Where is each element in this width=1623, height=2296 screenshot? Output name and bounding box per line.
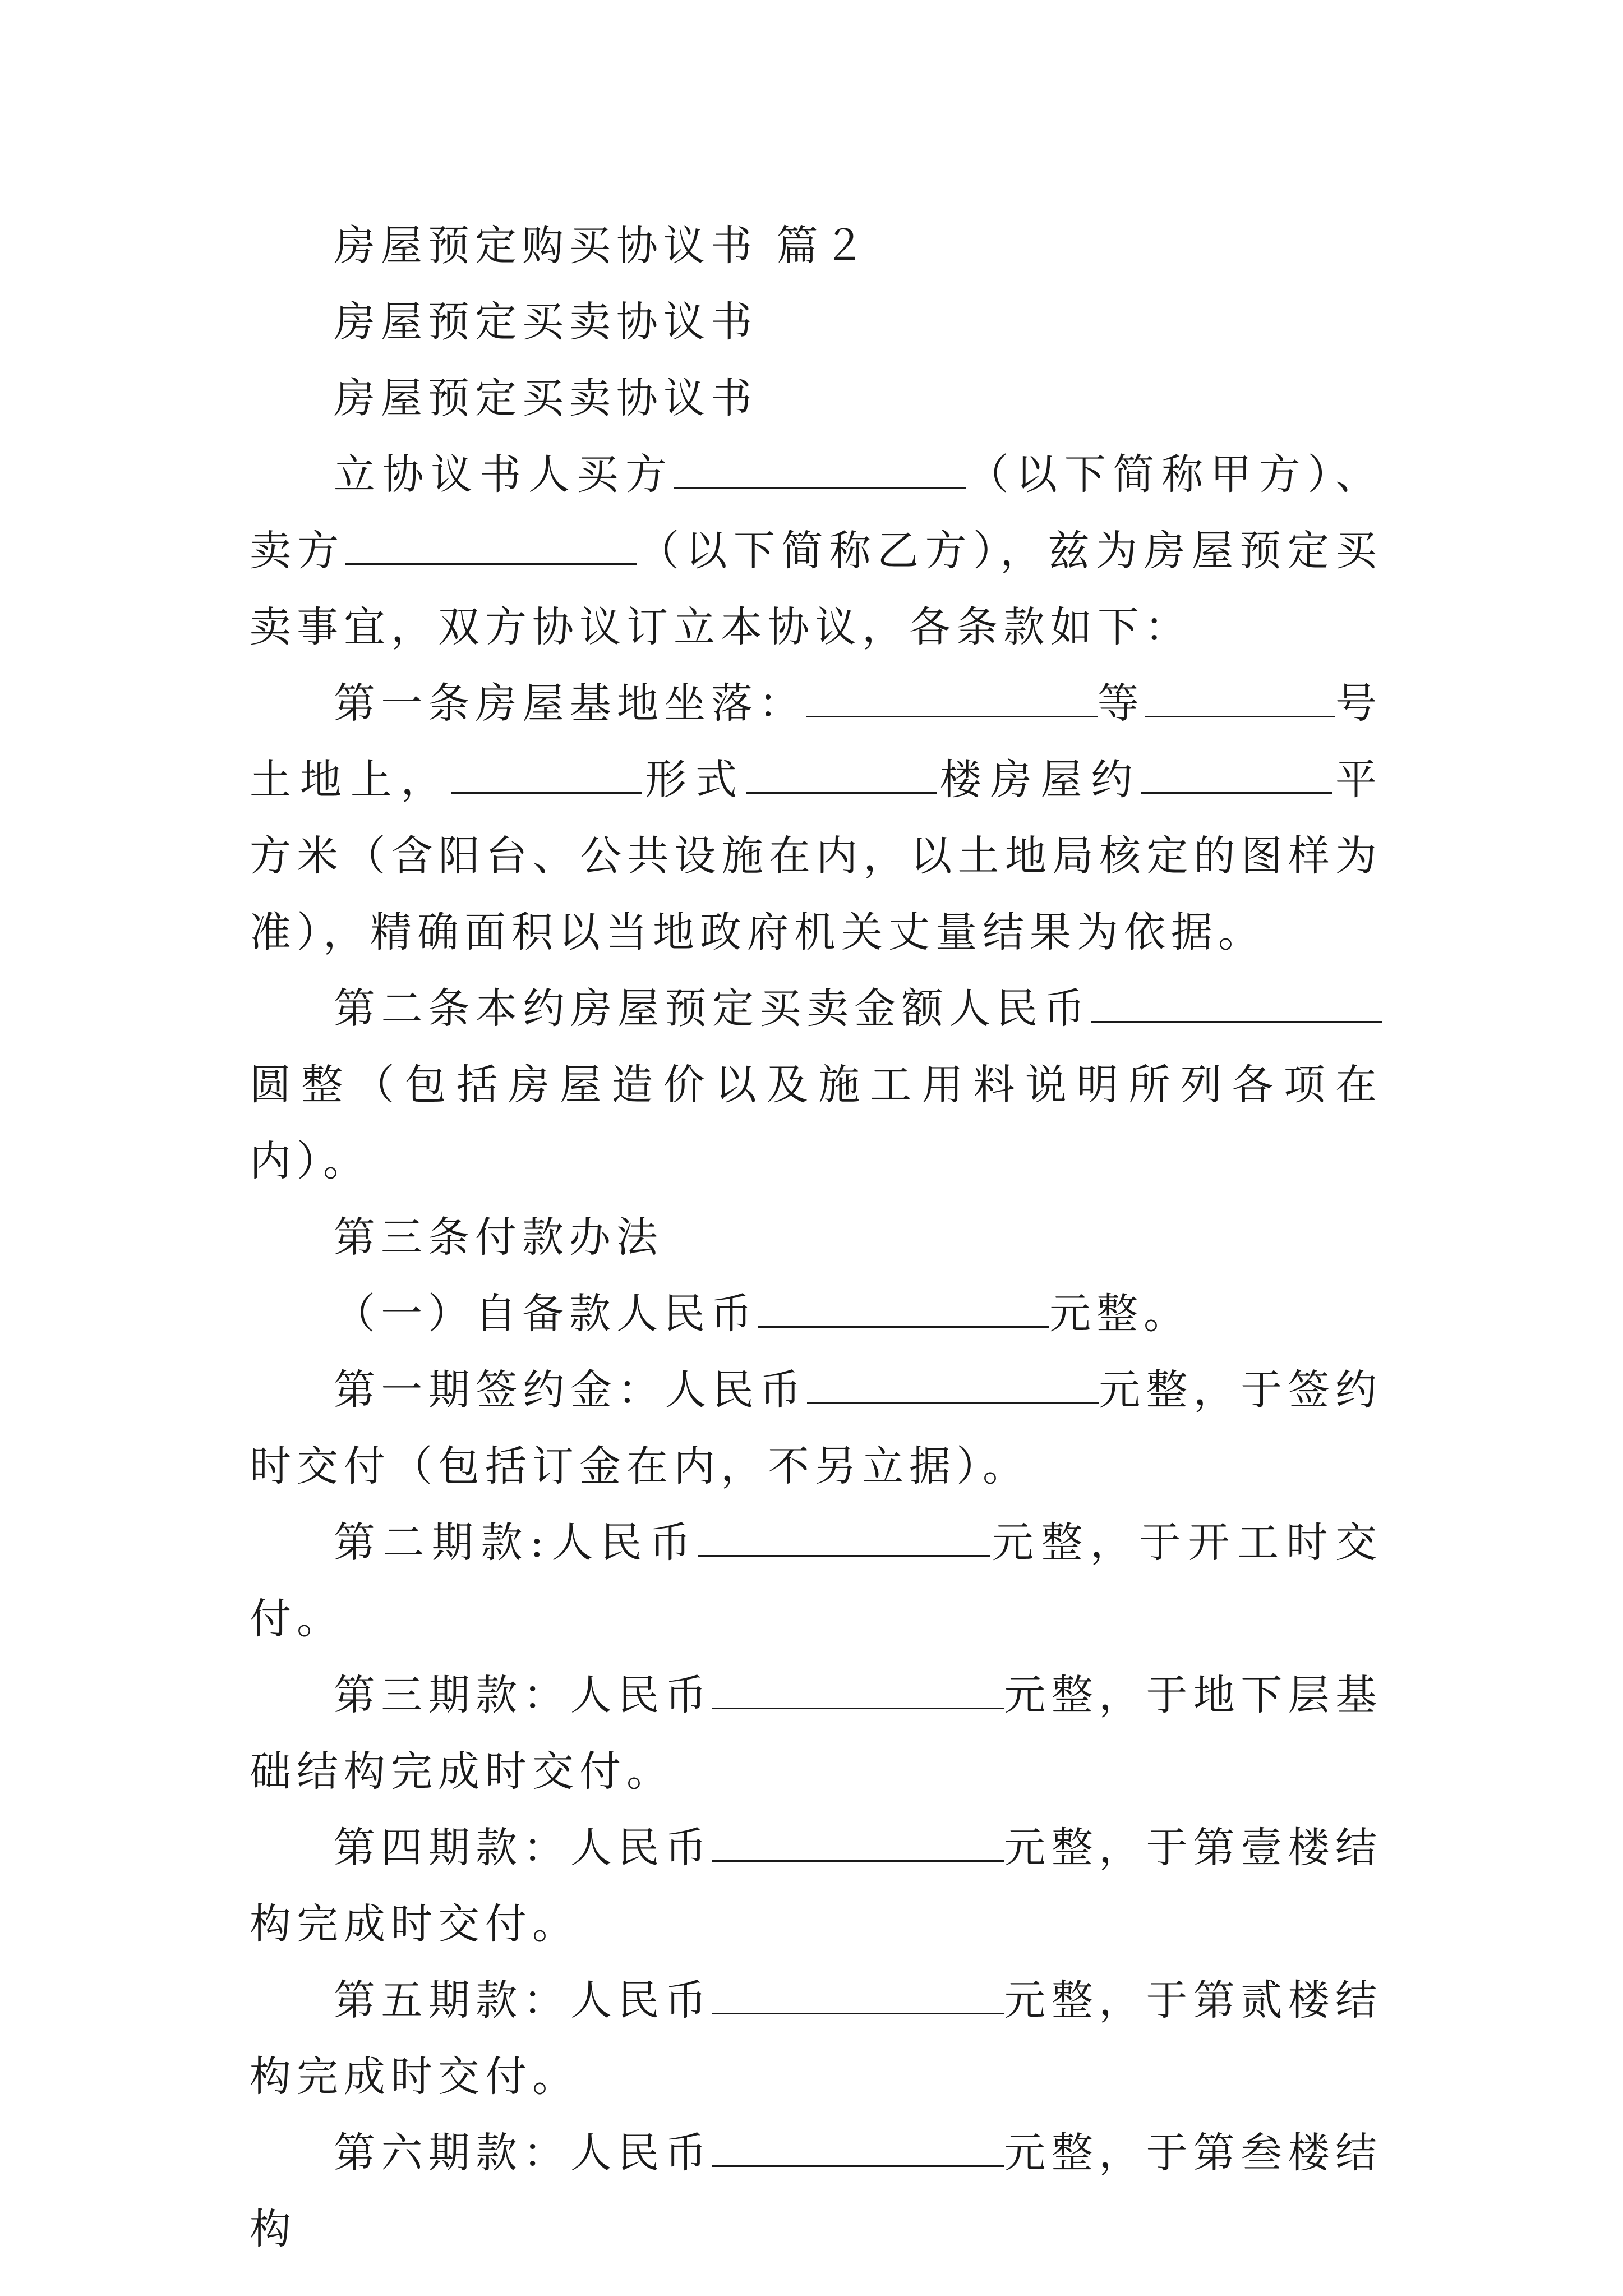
text-segment: 等 — [1097, 679, 1145, 728]
document-title — [250, 284, 1382, 360]
text-segment: 第五期款：人民币 — [334, 1976, 712, 2024]
text-segment: 元整。 — [1049, 1290, 1191, 1338]
text-segment: 第三条付款办法 — [334, 1213, 663, 1262]
text-segment: 元整，于地下层基础结构完成时交付。 — [250, 1671, 1382, 1796]
own-funds-blank — [758, 1294, 1049, 1328]
text-segment: 元整，于第壹楼结构完成时交付。 — [250, 1824, 1382, 1948]
text-segment: 第三期款：人民币 — [334, 1671, 712, 1719]
text-segment: 第一期签约金：人民币 — [334, 1366, 807, 1414]
text-segment: 元整，于签约时交付（包括订金在内，不另立据）。 — [250, 1366, 1382, 1490]
title-text: 房屋预定买卖协议书 — [334, 298, 758, 346]
text-segment: 圆整（包括房屋造价以及施工用料说明所列各项在内）。 — [250, 1061, 1382, 1185]
document-body — [250, 208, 1382, 2267]
floor-blank — [746, 760, 937, 794]
text-segment: （以下简称甲方）、卖方 — [250, 450, 1382, 575]
seller-name-blank — [345, 531, 637, 565]
buyer-name-blank — [674, 454, 966, 489]
lot-number-blank — [1145, 683, 1335, 717]
text-segment: 平方米（含阳台、公共设施在内，以土地局核定的图样为准），精确面积以当地政府机关丈量结果为依据。 — [250, 756, 1383, 956]
article-1-paragraph — [250, 665, 1382, 970]
payment-phase-6 — [250, 2115, 1382, 2267]
area-blank — [1141, 760, 1332, 794]
location-blank — [806, 683, 1098, 717]
subtitle-text: 房屋预定买卖协议书 — [334, 374, 758, 422]
text-segment: 形式 — [642, 756, 746, 804]
text-segment: 楼房屋约 — [936, 756, 1142, 804]
text-segment: 第六期款：人民币 — [334, 2129, 712, 2177]
document-subtitle — [250, 360, 1382, 436]
text-segment: 元整，于开工时交付。 — [250, 1519, 1382, 1643]
payment-phase-5 — [250, 1962, 1382, 2115]
payment-phase-3 — [250, 1657, 1382, 1810]
text-segment: （一）自备款人民币 — [334, 1290, 758, 1338]
text-segment: 号土地上， — [250, 679, 1383, 804]
payment-phase-4 — [250, 1810, 1382, 1962]
text-segment: 立协议书人买方 — [334, 450, 674, 499]
text-segment: （以下简称乙方），兹为房屋预定买卖事宜，双方协议订立本协议，各条款如下： — [250, 527, 1383, 651]
phase-6-amount-blank — [712, 2133, 1004, 2167]
payment-own-funds — [250, 1276, 1382, 1352]
phase-3-amount-blank — [712, 1675, 1004, 1709]
text-segment: 元整，于第叁楼结构 — [250, 2129, 1382, 2253]
text-segment: 第二期款:人民币 — [334, 1519, 699, 1567]
text-segment: 第四期款：人民币 — [334, 1824, 712, 1872]
payment-phase-1 — [250, 1352, 1382, 1504]
article-3-heading — [250, 1199, 1382, 1276]
section-heading — [250, 208, 1382, 284]
text-segment: 元整，于第贰楼结构完成时交付。 — [250, 1976, 1382, 2101]
phase-2-amount-blank — [698, 1522, 990, 1557]
text-segment: 第一条房屋基地坐落： — [334, 679, 806, 728]
text-segment: 第二条本约房屋预定买卖金额人民币 — [334, 984, 1091, 1033]
phase-5-amount-blank — [712, 1980, 1004, 2014]
phase-1-amount-blank — [807, 1370, 1099, 1404]
parties-paragraph — [250, 436, 1382, 665]
article-2-paragraph — [250, 970, 1382, 1199]
payment-phase-2 — [250, 1504, 1382, 1657]
heading-text: 房屋预定购买协议书 篇２ — [334, 222, 871, 270]
price-blank — [1091, 988, 1382, 1023]
building-form-blank — [451, 760, 642, 794]
phase-4-amount-blank — [712, 1828, 1004, 1862]
